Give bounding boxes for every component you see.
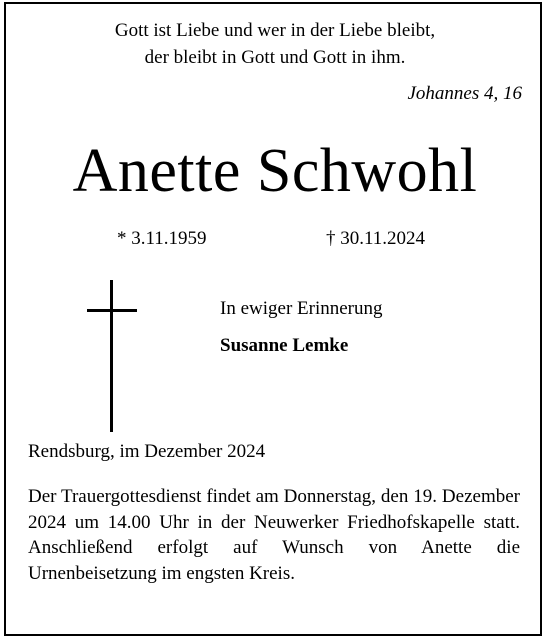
funeral-service-text: Der Trauergottesdienst findet am Donnerstag, den 19. Dezember 2024 um 14.00 Uhr in der Neuwerker Friedhofskapelle statt. Anschließend erfolgt auf Wunsch von Anette die Urnenbeisetzung im engsten Kreis. xyxy=(28,486,520,584)
death-date: † 30.11.2024 xyxy=(326,228,426,249)
bible-quote-line-2: der bleibt in Gott und Gott in ihm. xyxy=(144,47,406,68)
cross-icon xyxy=(87,280,137,432)
mourner-name: Susanne Lemke xyxy=(220,335,349,356)
bible-reference: Johannes 4, 16 xyxy=(407,83,522,104)
cross-vertical-bar xyxy=(110,280,113,432)
deceased-name: Anette Schwohl xyxy=(72,137,478,205)
cross-horizontal-bar xyxy=(87,309,137,312)
birth-date: * 3.11.1959 xyxy=(117,228,207,249)
remembrance-line: In ewiger Erinnerung xyxy=(220,298,383,319)
place-and-date: Rendsburg, im Dezember 2024 xyxy=(28,441,266,462)
bible-quote-line-1: Gott ist Liebe und wer in der Liebe bleibt, xyxy=(114,20,436,41)
